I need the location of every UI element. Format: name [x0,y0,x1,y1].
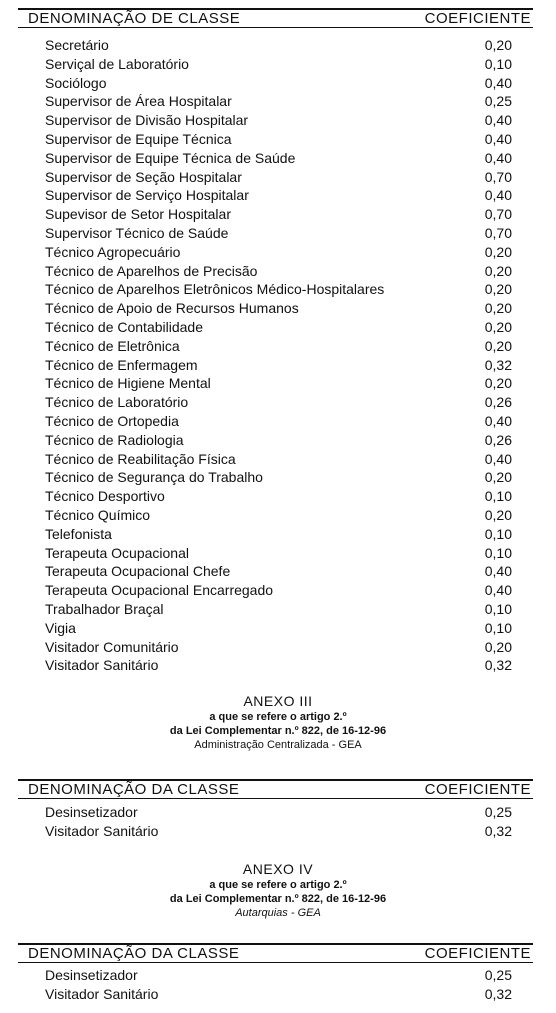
class-name: Técnico de Eletrônica [45,337,180,354]
class-name: Serviçal de Laboratório [45,55,189,72]
annex-iii-title: ANEXO III [243,693,313,709]
table-row [0,822,556,841]
table-row [0,966,556,985]
class-name: Visitador Sanitário [45,822,159,839]
coefficient-value: 0,40 [484,563,512,580]
table-row [0,149,556,168]
coefficient-value: 0,40 [484,582,512,599]
class-name: Vigia [45,619,76,636]
class-name: Visitador Comunitário [45,638,179,655]
coefficient-value: 0,70 [484,206,512,223]
annex-iv-table-header [18,943,533,963]
table-row [0,280,556,299]
coefficient-value: 0,20 [484,638,512,655]
coefficient-value: 0,20 [484,37,512,53]
table-row [0,262,556,281]
coefficient-value: 0,20 [484,337,512,354]
class-name: Supervisor de Divisão Hospitalar [45,112,249,129]
coefficient-value: 0,40 [484,149,512,166]
table-row [0,544,556,563]
coefficient-value: 0,32 [484,657,512,674]
class-name: Técnico de Radiologia [45,431,184,448]
class-name: Supervisor Técnico de Saúde [45,224,229,241]
table-row [0,506,556,525]
annex-iii-table-body [0,803,556,841]
table-row [0,130,556,149]
class-name: Técnico Agropecuário [45,243,181,260]
table-row [0,92,556,111]
table-row [0,299,556,318]
coefficient-value: 0,20 [484,375,512,392]
header-coeficiente: COEFICIENTE [424,781,531,798]
table-row [0,600,556,619]
coefficient-value: 0,32 [484,822,512,839]
table-row [0,168,556,187]
class-name: Supevisor de Setor Hospitalar [45,206,231,223]
coefficient-value: 0,70 [484,168,512,185]
table-row [0,581,556,600]
table-row [0,318,556,337]
header-denominacao: DENOMINAÇÃO DA CLASSE [28,945,240,962]
table-row [0,450,556,469]
header-rule-bottom [18,798,533,799]
table-row [0,205,556,224]
header-denominacao: DENOMINAÇÃO DA CLASSE [28,781,240,798]
table-row [0,803,556,822]
table-row [0,638,556,657]
coefficient-value: 0,10 [484,525,512,542]
annex-iv-title: ANEXO IV [242,861,314,877]
coefficient-value: 0,25 [484,967,512,983]
table-row [0,356,556,375]
class-name: Técnico Desportivo [45,488,165,505]
class-name: Terapeuta Ocupacional [45,544,189,561]
annex-iv-table-body [0,966,556,1004]
coefficient-value: 0,25 [484,804,512,820]
annex-iv-heading [0,860,556,921]
class-name: Técnico de Aparelhos de Precisão [45,262,258,279]
annex-iv-scope: Autarquias - GEA [235,907,321,919]
annex-iii-scope: Administração Centralizada - GEA [194,739,362,751]
coefficient-value: 0,40 [484,412,512,429]
coefficient-value: 0,26 [484,394,512,411]
coefficient-value: 0,26 [484,431,512,448]
coefficient-value: 0,10 [484,488,512,505]
table-row [0,55,556,74]
class-name: Técnico de Enfermagem [45,356,198,373]
class-name: Telefonista [45,525,112,542]
table-row [0,431,556,450]
main-table-header [18,8,533,28]
class-name: Desinsetizador [45,804,138,820]
class-name: Supervisor de Equipe Técnica de Saúde [45,149,296,166]
class-name: Técnico de Apoio de Recursos Humanos [45,300,299,317]
table-row [0,36,556,55]
main-table-body [0,36,556,675]
coefficient-value: 0,20 [484,506,512,523]
coefficient-value: 0,40 [484,112,512,129]
class-name: Visitador Sanitário [45,985,159,1002]
class-name: Técnico de Segurança do Trabalho [45,469,263,486]
coefficient-value: 0,10 [484,600,512,617]
annex-iii-reference-article: a que se refere o artigo 2.º [209,711,347,723]
class-name: Desinsetizador [45,967,138,983]
class-name: Técnico de Aparelhos Eletrônicos Médico-Hospitalares [45,281,385,298]
coefficient-value: 0,25 [484,93,512,110]
class-name: Terapeuta Ocupacional Encarregado [45,582,274,599]
table-row [0,337,556,356]
coefficient-value: 0,20 [484,243,512,260]
class-name: Terapeuta Ocupacional Chefe [45,563,231,580]
coefficient-value: 0,32 [484,985,512,1002]
class-name: Sociólogo [45,74,107,91]
annex-iii-table-header [18,779,533,799]
header-coeficiente: COEFICIENTE [424,945,531,962]
coefficient-value: 0,10 [484,619,512,636]
class-name: Visitador Sanitário [45,657,159,674]
coefficient-value: 0,10 [484,55,512,72]
header-coeficiente: COEFICIENTE [424,10,531,27]
coefficient-value: 0,20 [484,281,512,298]
annex-iv-reference-law: da Lei Complementar n.º 822, de 16-12-96 [169,893,387,905]
coefficient-value: 0,20 [484,300,512,317]
table-row [0,374,556,393]
class-name: Supervisor de Serviço Hospitalar [45,187,249,204]
header-rule-bottom [18,27,533,28]
class-name: Supervisor de Área Hospitalar [45,93,232,110]
coefficient-value: 0,10 [484,544,512,561]
class-name: Técnico de Contabilidade [45,318,203,335]
table-row [0,111,556,130]
table-row [0,468,556,487]
table-row [0,525,556,544]
class-name: Técnico de Reabilitação Física [45,450,236,467]
coefficient-value: 0,20 [484,469,512,486]
table-row [0,186,556,205]
class-name: Técnico Químico [45,506,151,523]
annex-iii-heading [0,692,556,753]
header-rule-bottom [18,962,533,963]
class-name: Técnico de Higiene Mental [45,375,211,392]
header-denominacao: DENOMINAÇÃO DE CLASSE [28,10,241,27]
class-name: Supervisor de Seção Hospitalar [45,168,242,185]
class-name: Trabalhador Braçal [45,600,164,617]
table-row [0,412,556,431]
class-name: Supervisor de Equipe Técnica [45,130,232,147]
table-row [0,656,556,675]
coefficient-value: 0,40 [484,130,512,147]
coefficient-value: 0,40 [484,450,512,467]
table-row [0,74,556,93]
table-row [0,393,556,412]
table-row [0,487,556,506]
class-name: Secretário [45,37,109,53]
class-name: Técnico de Laboratório [45,394,189,411]
class-name: Técnico de Ortopedia [45,412,179,429]
coefficient-value: 0,40 [484,187,512,204]
coefficient-value: 0,70 [484,224,512,241]
table-row [0,985,556,1004]
table-row [0,562,556,581]
coefficient-value: 0,32 [484,356,512,373]
table-row [0,619,556,638]
coefficient-value: 0,40 [484,74,512,91]
annex-iii-reference-law: da Lei Complementar n.º 822, de 16-12-96 [169,725,387,737]
coefficient-value: 0,20 [484,262,512,279]
table-row [0,224,556,243]
coefficient-value: 0,20 [484,318,512,335]
table-row [0,243,556,262]
annex-iv-reference-article: a que se refere o artigo 2.º [209,879,347,891]
